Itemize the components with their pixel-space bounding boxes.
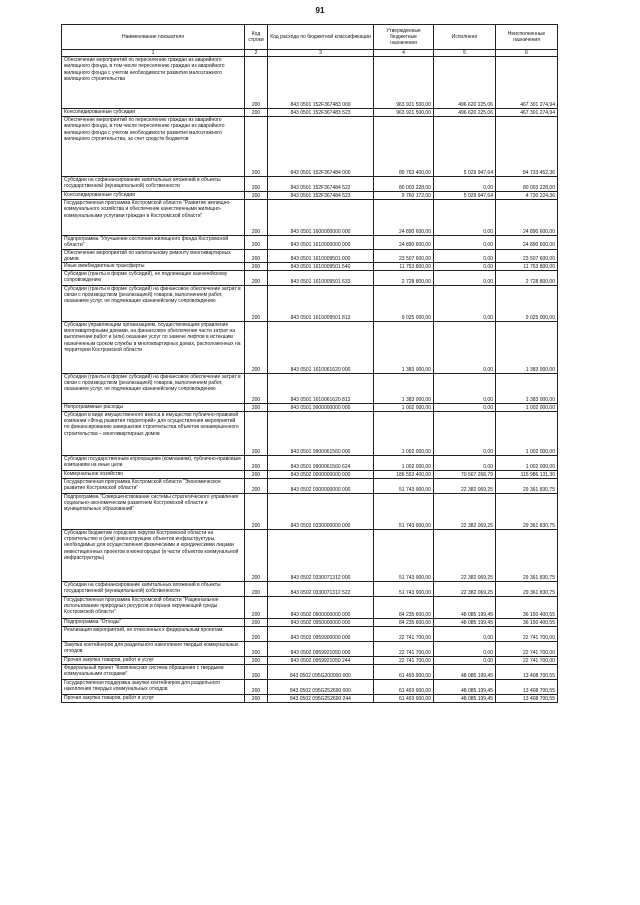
- row-line-code: 200: [245, 680, 268, 695]
- row-budget-classification: 843 0501 152F367483 523: [268, 109, 374, 117]
- column-number: 4: [374, 50, 434, 57]
- row-indicator-name: Прочая закупка товаров, работ и услуг: [62, 695, 245, 703]
- header-approved: Утвержденные бюджетные назначения: [374, 25, 434, 50]
- table-row: [62, 412, 558, 456]
- row-remaining: 13 408 700,55: [496, 665, 558, 680]
- row-indicator-name: Государственная программа Костромской области "Развитие жилищно-коммунального хозяйства и обеспечение качественными жилищно-коммунальными услугами граждан в Костромской области": [62, 200, 245, 236]
- row-indicator-name: Подпрограмма "Совершенствование системы стратегического управления социально-экономическим развитием Костромской области и муниципальных образований": [62, 494, 245, 530]
- row-indicator-name: Обеспечение мероприятий по переселению граждан из аварийного жилищного фонда, в том числе переселению граждан из аварийного жилищного фонда с учетом необходимости развития малоэтажного жилищного строительства: [62, 57, 245, 109]
- row-remaining: 467 301 274,94: [496, 109, 558, 117]
- row-line-code: 200: [245, 374, 268, 404]
- row-executed: 0,00: [434, 374, 496, 404]
- row-line-code: 200: [245, 471, 268, 479]
- table-row: [62, 627, 558, 642]
- row-budget-classification: 843 0501 1610061620 813: [268, 374, 374, 404]
- row-approved: 23 507 600,00: [374, 249, 434, 262]
- row-indicator-name: Субсидии государственным корпорациям (компаниям), публично-правовым компаниям на иные цели: [62, 456, 245, 471]
- row-remaining: 24 890 600,00: [496, 236, 558, 249]
- row-indicator-name: Реализация мероприятий, не отнесенных к федеральным проектам: [62, 627, 245, 642]
- row-remaining: 115 986 131,30: [496, 471, 558, 479]
- row-executed: 496 620 225,06: [434, 57, 496, 109]
- row-indicator-name: Субсидии (гранты в форме субсидий) на финансовое обеспечение затрат в связи с производством (реализацией) товаров, выполнением работ, оказанием услуг, не подлежащие казначейскому сопровождению: [62, 374, 245, 404]
- row-executed: 496 620 225,06: [434, 109, 496, 117]
- header-remaining: Неисполненные назначения: [496, 25, 558, 50]
- row-remaining: 29 361 830,75: [496, 582, 558, 597]
- table-row: [62, 263, 558, 271]
- row-budget-classification: 843 0501 9900000000 000: [268, 404, 374, 412]
- column-number: 3: [268, 50, 374, 57]
- table-row: [62, 479, 558, 494]
- row-remaining: 29 361 830,75: [496, 479, 558, 494]
- row-line-code: 200: [245, 479, 268, 494]
- row-line-code: 200: [245, 582, 268, 597]
- row-remaining: 2 728 800,00: [496, 271, 558, 286]
- row-budget-classification: 843 0502 0900000000 000: [268, 597, 374, 619]
- row-executed: 48 085 199,45: [434, 695, 496, 703]
- row-line-code: 200: [245, 263, 268, 271]
- row-approved: 22 741 700,00: [374, 627, 434, 642]
- table-row: [62, 657, 558, 665]
- row-executed: 0,00: [434, 236, 496, 249]
- row-indicator-name: Обеспечение мероприятий по капитальному ремонту многоквартирных домов: [62, 249, 245, 262]
- column-number: 2: [245, 50, 268, 57]
- table-row: [62, 530, 558, 582]
- row-indicator-name: Государственная программа Костромской области "Экономическое развитие Костромской области": [62, 479, 245, 494]
- row-budget-classification: 843 0501 9900061560 000: [268, 412, 374, 456]
- row-remaining: 36 150 400,55: [496, 619, 558, 627]
- row-executed: 0,00: [434, 412, 496, 456]
- table-row: [62, 57, 558, 109]
- row-line-code: 200: [245, 619, 268, 627]
- row-executed: 5 029 947,64: [434, 117, 496, 177]
- row-budget-classification: 843 0502 0330071312 522: [268, 582, 374, 597]
- row-line-code: 200: [245, 200, 268, 236]
- row-budget-classification: 843 0501 152F367484 000: [268, 117, 374, 177]
- table-row: [62, 642, 558, 657]
- row-line-code: 200: [245, 249, 268, 262]
- row-approved: 24 890 600,00: [374, 200, 434, 236]
- table-row: [62, 494, 558, 530]
- row-approved: 51 743 900,00: [374, 494, 434, 530]
- row-executed: 0,00: [434, 642, 496, 657]
- table-row: [62, 665, 558, 680]
- table-row: [62, 236, 558, 249]
- row-approved: 51 743 900,00: [374, 582, 434, 597]
- table-row: [62, 286, 558, 322]
- row-executed: 0,00: [434, 249, 496, 262]
- row-executed: 48 085 199,45: [434, 619, 496, 627]
- row-line-code: 200: [245, 177, 268, 192]
- row-approved: 61 493 900,00: [374, 680, 434, 695]
- row-executed: 0,00: [434, 200, 496, 236]
- row-line-code: 200: [245, 456, 268, 471]
- row-line-code: 200: [245, 57, 268, 109]
- row-remaining: 29 361 830,75: [496, 530, 558, 582]
- row-executed: 5 029 947,64: [434, 192, 496, 200]
- row-line-code: 200: [245, 322, 268, 374]
- row-approved: 11 753 800,00: [374, 263, 434, 271]
- row-indicator-name: Субсидии на софинансирование капитальных вложений в объекты государственной (муниципальной) собственности: [62, 177, 245, 192]
- table-body: [62, 57, 558, 703]
- row-budget-classification: 843 0502 0959921050 244: [268, 657, 374, 665]
- row-indicator-name: Закупка контейнеров для раздельного накопления твердых коммунальных отходов: [62, 642, 245, 657]
- row-indicator-name: Субсидии бюджетам городских округов Костромской области на строительство и (или) реконструкцию объектов инфраструктуры, необходимых для осуществления физическими и юридическими лицами инвестиционных проектов в моногородах (в части объектов коммунальной инфраструктуры): [62, 530, 245, 582]
- row-budget-classification: 843 0502 095G252690 244: [268, 695, 374, 703]
- table-row: [62, 322, 558, 374]
- row-remaining: 9 025 000,00: [496, 286, 558, 322]
- row-budget-classification: 843 0501 1610009501 000: [268, 249, 374, 262]
- row-executed: 0,00: [434, 271, 496, 286]
- row-remaining: 1 002 000,00: [496, 404, 558, 412]
- row-approved: 61 493 900,00: [374, 695, 434, 703]
- row-remaining: 24 890 600,00: [496, 200, 558, 236]
- column-number: 1: [62, 50, 245, 57]
- row-budget-classification: 843 0502 095G200000 000: [268, 665, 374, 680]
- row-budget-classification: 843 0501 1610000000 000: [268, 236, 374, 249]
- row-approved: 1 002 000,00: [374, 456, 434, 471]
- row-approved: 1 383 000,00: [374, 322, 434, 374]
- row-executed: 0,00: [434, 286, 496, 322]
- row-executed: 22 382 069,25: [434, 530, 496, 582]
- row-approved: 89 763 400,00: [374, 117, 434, 177]
- row-approved: 1 002 000,00: [374, 412, 434, 456]
- row-line-code: 200: [245, 657, 268, 665]
- row-indicator-name: Консолидированные субсидии: [62, 192, 245, 200]
- row-budget-classification: 843 0502 095G252690 000: [268, 680, 374, 695]
- row-executed: 22 382 069,25: [434, 494, 496, 530]
- row-approved: 1 002 000,00: [374, 404, 434, 412]
- row-indicator-name: Подпрограмма "Отходы": [62, 619, 245, 627]
- row-executed: 0,00: [434, 657, 496, 665]
- table-row: [62, 471, 558, 479]
- row-executed: 0,00: [434, 456, 496, 471]
- header-row: [62, 25, 558, 50]
- row-indicator-name: Федеральный проект "Комплексная система обращения с твердыми коммунальными отходами": [62, 665, 245, 680]
- column-number-row: [62, 50, 558, 57]
- row-remaining: 22 741 700,00: [496, 627, 558, 642]
- row-line-code: 200: [245, 665, 268, 680]
- row-budget-classification: 843 0501 152F367484 523: [268, 192, 374, 200]
- row-approved: 186 553 400,00: [374, 471, 434, 479]
- row-line-code: 200: [245, 271, 268, 286]
- header-indicator-name: Наименование показателя: [62, 25, 245, 50]
- row-budget-classification: 843 0502 0330071312 000: [268, 530, 374, 582]
- row-line-code: 200: [245, 117, 268, 177]
- row-line-code: 200: [245, 494, 268, 530]
- page-number: 91: [315, 6, 325, 15]
- row-approved: 22 741 700,00: [374, 657, 434, 665]
- row-indicator-name: Субсидии (гранты в форме субсидий) на финансовое обеспечение затрат в связи с производством (реализацией) товаров, выполнением работ, оказанием услуг, не подлежащие казначейскому сопровождению: [62, 286, 245, 322]
- row-approved: 84 235 600,00: [374, 597, 434, 619]
- row-line-code: 200: [245, 286, 268, 322]
- header-executed: Исполнено: [434, 25, 496, 50]
- row-budget-classification: 843 0501 1610061620 000: [268, 322, 374, 374]
- row-approved: 2 728 800,00: [374, 271, 434, 286]
- row-executed: 48 085 199,45: [434, 665, 496, 680]
- header-budget-classification: Код расхода по бюджетной классификации: [268, 25, 374, 50]
- row-approved: 9 025 000,00: [374, 286, 434, 322]
- row-executed: 22 382 069,25: [434, 479, 496, 494]
- row-remaining: 84 733 452,36: [496, 117, 558, 177]
- row-indicator-name: Субсидия в виде имущественного взноса в имущество публично-правовой компании «Фонд развития территорий» для осуществления мероприятий по финансированию завершения строительства объектов незавершенного строительства – многоквартирных домов: [62, 412, 245, 456]
- row-budget-classification: 843 0502 0950000000 000: [268, 619, 374, 627]
- row-remaining: 1 383 000,00: [496, 374, 558, 404]
- row-line-code: 200: [245, 642, 268, 657]
- row-line-code: 200: [245, 192, 268, 200]
- row-budget-classification: 843 0501 1610009501 633: [268, 271, 374, 286]
- row-executed: 22 382 069,25: [434, 582, 496, 597]
- row-line-code: 200: [245, 236, 268, 249]
- table-row: [62, 404, 558, 412]
- row-budget-classification: 843 0501 1600000000 000: [268, 200, 374, 236]
- row-approved: 24 890 600,00: [374, 236, 434, 249]
- row-executed: 0,00: [434, 263, 496, 271]
- table-row: [62, 200, 558, 236]
- row-line-code: 200: [245, 109, 268, 117]
- row-line-code: 200: [245, 530, 268, 582]
- row-approved: 51 743 900,00: [374, 479, 434, 494]
- row-remaining: 23 507 600,00: [496, 249, 558, 262]
- table-row: [62, 374, 558, 404]
- row-approved: 80 003 228,00: [374, 177, 434, 192]
- row-indicator-name: Коммунальное хозяйство: [62, 471, 245, 479]
- table-row: [62, 680, 558, 695]
- row-budget-classification: 843 0501 9900061560 624: [268, 456, 374, 471]
- row-remaining: 1 383 000,00: [496, 322, 558, 374]
- row-executed: 0,00: [434, 627, 496, 642]
- table-row: [62, 271, 558, 286]
- row-budget-classification: 843 0501 152F367483 000: [268, 57, 374, 109]
- table-row: [62, 582, 558, 597]
- budget-execution-table: [61, 24, 558, 703]
- row-indicator-name: Субсидии управляющим организациям, осуществляющим управление многоквартирными домами, на финансовое обеспечение части затрат на выполнение работ и (или) оказание услуг по замене лифтов в истекшим назначенным сроком службы в многоквартирных домах, расположенных на территории Костромской области: [62, 322, 245, 374]
- row-budget-classification: 843 0501 152F367484 522: [268, 177, 374, 192]
- row-approved: 1 383 000,00: [374, 374, 434, 404]
- row-indicator-name: Субсидии на софинансирование капитальных вложений в объекты государственной (муниципальной) собственности: [62, 582, 245, 597]
- table-row: [62, 249, 558, 262]
- row-line-code: 200: [245, 404, 268, 412]
- row-approved: 963 921 500,00: [374, 57, 434, 109]
- row-approved: 9 760 172,00: [374, 192, 434, 200]
- row-remaining: 11 753 800,00: [496, 263, 558, 271]
- table-row: [62, 597, 558, 619]
- row-remaining: 13 408 700,55: [496, 680, 558, 695]
- row-remaining: 4 730 224,36: [496, 192, 558, 200]
- table-row: [62, 117, 558, 177]
- row-remaining: 36 150 400,55: [496, 597, 558, 619]
- row-indicator-name: Субсидии (гранты в форме субсидий), не подлежащие казначейскому сопровождению: [62, 271, 245, 286]
- row-executed: 48 085 199,45: [434, 597, 496, 619]
- row-line-code: 200: [245, 695, 268, 703]
- row-indicator-name: Обеспечение мероприятий по переселению граждан из аварийного жилищного фонда, в том числе переселению граждан из аварийного жилищного фонда с учетом необходимости развития малоэтажного жилищного строительства, за счет средств бюджетов: [62, 117, 245, 177]
- row-indicator-name: Государственная поддержка закупки контейнеров для раздельного накопления твердых коммунальных отходов: [62, 680, 245, 695]
- table-row: [62, 177, 558, 192]
- row-line-code: 200: [245, 597, 268, 619]
- row-budget-classification: 843 0501 1610009501 540: [268, 263, 374, 271]
- table-row: [62, 109, 558, 117]
- row-budget-classification: 843 0502 0300000000 000: [268, 479, 374, 494]
- row-remaining: 13 408 700,55: [496, 695, 558, 703]
- table-row: [62, 695, 558, 703]
- row-budget-classification: 843 0502 0959921050 000: [268, 642, 374, 657]
- row-budget-classification: 843 0502 0959900000 000: [268, 627, 374, 642]
- header-line-code: Код строки: [245, 25, 268, 50]
- row-indicator-name: Непрограммные расходы: [62, 404, 245, 412]
- column-number: 5: [434, 50, 496, 57]
- table-row: [62, 192, 558, 200]
- row-indicator-name: Подпрограмма "Улучшение состояния жилищного фонда Костромской области": [62, 236, 245, 249]
- row-approved: 84 235 600,00: [374, 619, 434, 627]
- row-budget-classification: 843 0502 0330000000 000: [268, 494, 374, 530]
- row-remaining: 29 361 830,75: [496, 494, 558, 530]
- table-row: [62, 456, 558, 471]
- row-executed: 0,00: [434, 322, 496, 374]
- row-executed: 70 567 268,79: [434, 471, 496, 479]
- row-indicator-name: Прочая закупка товаров, работ и услуг: [62, 657, 245, 665]
- row-remaining: 467 301 274,94: [496, 57, 558, 109]
- row-remaining: 1 002 000,00: [496, 412, 558, 456]
- row-budget-classification: 843 0502 0000000000 000: [268, 471, 374, 479]
- row-line-code: 200: [245, 627, 268, 642]
- row-approved: 51 743 900,00: [374, 530, 434, 582]
- row-remaining: 22 741 700,00: [496, 642, 558, 657]
- row-budget-classification: 843 0501 1610009501 813: [268, 286, 374, 322]
- row-executed: 0,00: [434, 404, 496, 412]
- row-remaining: 80 003 228,00: [496, 177, 558, 192]
- column-number: 6: [496, 50, 558, 57]
- row-approved: 963 921 500,00: [374, 109, 434, 117]
- table-row: [62, 619, 558, 627]
- row-remaining: 1 002 000,00: [496, 456, 558, 471]
- row-approved: 61 493 900,00: [374, 665, 434, 680]
- row-remaining: 22 741 700,00: [496, 657, 558, 665]
- row-indicator-name: Консолидированные субсидии: [62, 109, 245, 117]
- row-indicator-name: Государственная программа Костромской области "Рациональное использование природных ресурсов и охрана окружающей среды Костромской области": [62, 597, 245, 619]
- row-executed: 48 085 199,45: [434, 680, 496, 695]
- row-line-code: 200: [245, 412, 268, 456]
- row-approved: 22 741 700,00: [374, 642, 434, 657]
- row-executed: 0,00: [434, 177, 496, 192]
- row-indicator-name: Иные межбюджетные трансферты: [62, 263, 245, 271]
